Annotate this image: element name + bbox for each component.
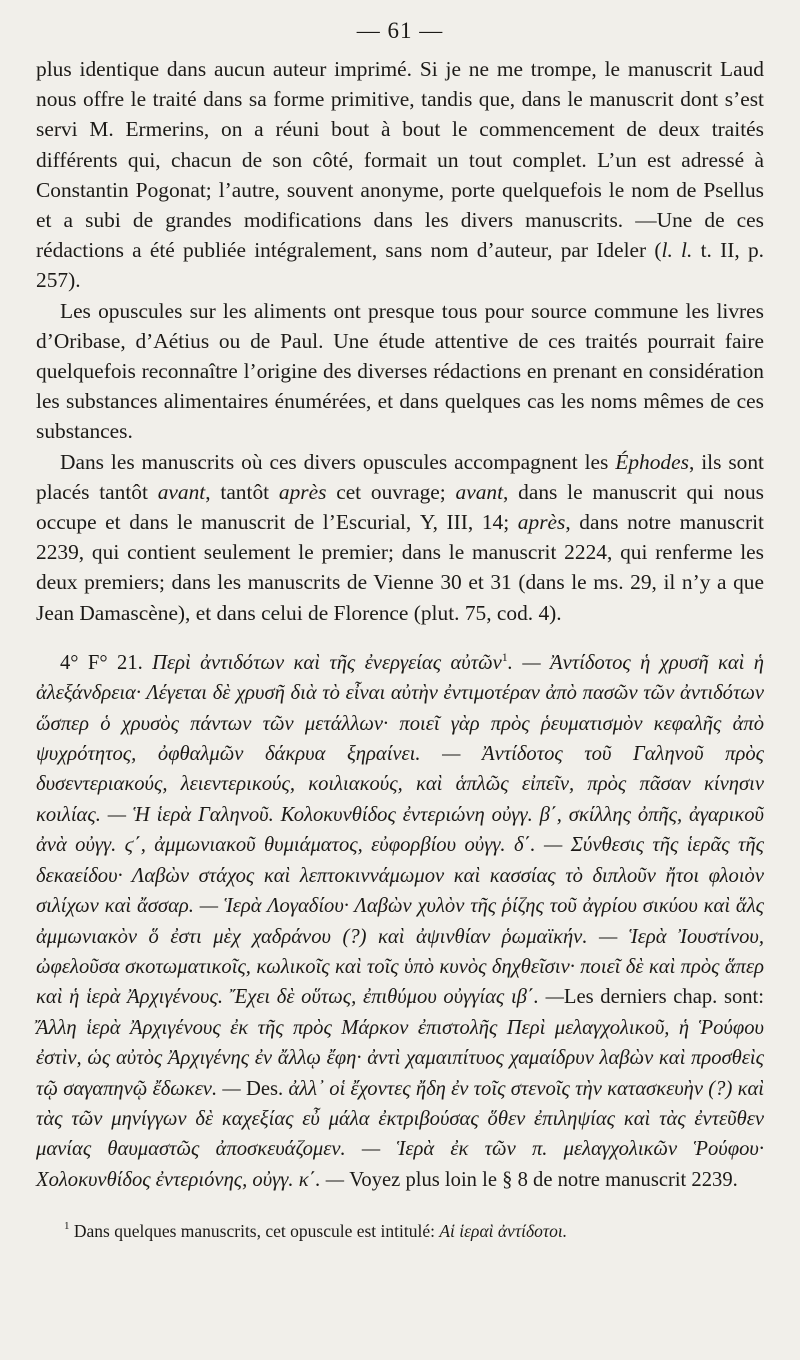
ref-italic: l. l. xyxy=(661,238,693,263)
footnote-mark: 1 xyxy=(64,1220,70,1233)
paragraph-2: Les opuscules sur les aliments ont presque tous pour source commune les livres d’Oribase, d’Aétius ou de Paul. Une étude attentive de ces traités pourrait faire quelquefois reconnaître l’origine des diverses rédactions en prenant en considération les substances alimentaires énumérées, et dans quelques cas les noms mêmes de ces substances. xyxy=(36,298,764,444)
p3-it1: Éphodes xyxy=(615,449,689,474)
greek-antidotes-passage xyxy=(36,642,764,1195)
footnote-ref-mark[interactable]: 1 xyxy=(501,649,508,664)
greek-body-1: . — Ἀντίδοτος ἡ χρυσῆ καὶ ἡ ἀλεξάνδρεια· Λέγεται δὲ χρυσῆ διὰ τὸ εἶναι αὐτὴν ἐντιμοτέραν ἀπὸ πασῶν τῶν ἀντιδότων ὥσπερ ὁ χρυσὸς πάντων τῶν μετάλλων· ποιεῖ γὰρ πρὸς ῥευματισμὸν κεφαλῆς ἀπὸ ψυχρότητος, ὀφθαλμῶν δάκρυα ξηραίνει. — Ἀντίδοτος τοῦ Γαληνοῦ πρὸς δυσεντεριακούς, λειεντερικούς, κοιλιακούς, καὶ ἁπλῶς εἰπεῖν, πρὸς πᾶσαν κίνησιν κοιλίας. — Ἡ ἱερὰ Γαληνοῦ. Κολοκυνθίδος ἐντεριώνη οὐγγ. β΄, σκίλλης ὀπῆς, ἀγαρικοῦ ἀνὰ οὐγγ. ϛ΄, ἀμμωνιακοῦ θυμιάματος, εὐφορβίου οὐγγ. δ΄. — Σύνθεσις τῆς ἱερᾶς τῆς δεκαείδου· Λαβὼν στάχος καὶ λεπτοκιννάμωμον καὶ κασσίας τὸ διπλοῦν ἤτοι φλοιὸν σιλίχων καὶ ἄσσαρ. — Ἱερὰ Λογαδίου· Λαβὼν χυλὸν τῆς ῥίζης τοῦ ἀγρίου σικύου καὶ ἅλς ἀμμωνιακὸν ὅ ἐστι μὲχ χαδράνου (?) καὶ ἀψινθίαν ῥωμαϊκήν. — Ἱερὰ Ἰουστίνου, ὠφελοῦσα σκοτωματικοῖς, κωλικοῖς καὶ τοῖς ὑπὸ κυνὸς δηχθεῖσιν· ποιεῖ δὲ καὶ πρὸς ἅπερ καὶ ἡ ἱερὰ Ἀρχιγένους. Ἔχει δὲ οὕτως, ἐπιθύμου οὐγγίας ιβ΄. — xyxy=(36,651,764,1009)
p3-seg2: , ils sont placés tantôt xyxy=(36,449,764,504)
french-interjection-2: Des. xyxy=(245,1077,284,1100)
p3-it5: après xyxy=(517,510,566,535)
french-interjection-1: Les derniers chap. sont: xyxy=(563,986,765,1009)
greek-title: Περὶ ἀντιδότων καὶ τῆς ἐνεργείας αὐτῶν xyxy=(152,651,502,674)
p3-seg4: cet ouvrage; xyxy=(326,479,456,504)
footnote xyxy=(36,1213,764,1244)
footnote-text: Dans quelques manuscrits, cet opuscule est intitulé: xyxy=(73,1221,440,1242)
p3-seg3: , tantôt xyxy=(205,479,279,504)
footnote-greek: Αἱ ἱεραὶ ἀντίδοτοι. xyxy=(439,1221,568,1242)
p3-it3: après xyxy=(278,479,327,504)
paragraph-1 xyxy=(36,54,764,296)
paragraph-1-text: plus identique dans aucun auteur imprimé. Si je ne me trompe, le manuscrit Laud nous offre le traité dans sa forme primitive, tandis que, dans le manuscrit dont s’est servi M. Ermerins, on a réuni bout à bout le commencement de deux traités différents qui, chacun de son côté, formait un tout complet. L’un est adressé à Constantin Pogonat; l’autre, souvent anonyme, porte quelquefois le nom de Psellus et a subi de grandes modifications dans les divers manuscrits. —Une de ces rédactions a été publiée intégralement, sans nom d’auteur, par Ideler ( xyxy=(36,57,764,263)
paragraph-3 xyxy=(36,447,764,628)
greek-folio-ref: 4° F° 21. xyxy=(60,651,153,674)
p3-seg6: , dans notre manuscrit 2239, qui contient seulement le premier; dans le manuscrit 2224, qui renferme les deux premiers; dans les manuscrits de Vienne 30 et 31 (dans le ms. 29, il n’y a que Jean Damascène), et dans celui de Florence (plut. 75, cod. 4). xyxy=(36,510,764,625)
p3-it2: avant xyxy=(157,479,206,504)
french-interjection-3: Voyez plus loin le § 8 de notre manuscrit 2239. xyxy=(349,1168,738,1191)
greek-body-3: ἀλλ᾽ οἱ ἔχοντες ἤδη ἐν τοῖς στενοῖς τὴν κατασκευὴν (?) καὶ τὰς τῶν μηνίγγων δὲ καχεξίας εὖ μάλα ἐκτριβούσας ὅθεν ἐπιληψίας καὶ τὰς ἐντεῦθεν μανίας θαυμαστῶς ἀποσκευάζομεν. — Ἱερὰ ἐκ τῶν π. μελαγχολικῶν Ῥούφου· Χολοκυνθίδος ἐντεριόνης, οὐγγ. κ΄. — xyxy=(36,1077,764,1191)
p3-it4: avant xyxy=(455,479,504,504)
greek-body-2: Ἄλλη ἱερὰ Ἀρχιγένους ἐκ τῆς πρὸς Μάρκον ἐπιστολῆς Περὶ μελαγχολικοῦ, ἡ Ῥούφου ἐστὶν, ὡς αὐτὸς Ἀρχιγένης ἐν ἄλλῳ ἔφη· ἀντὶ χαμαιπίτυος χαμαίδρυν λαβὼν καὶ προσθεὶς τῷ σαγαπηνῷ ἔδωκεν. — xyxy=(36,1016,764,1100)
page-number: — 61 — xyxy=(356,18,444,43)
ref-tail: t. II, p. 257). xyxy=(36,238,764,293)
p3-seg1: Dans les manuscrits où ces divers opuscules accompagnent les xyxy=(60,449,616,474)
p3-seg5: , dans le manuscrit qui nous occupe et dans le manuscrit de l’Escurial, Υ, III, 14; xyxy=(36,479,765,535)
